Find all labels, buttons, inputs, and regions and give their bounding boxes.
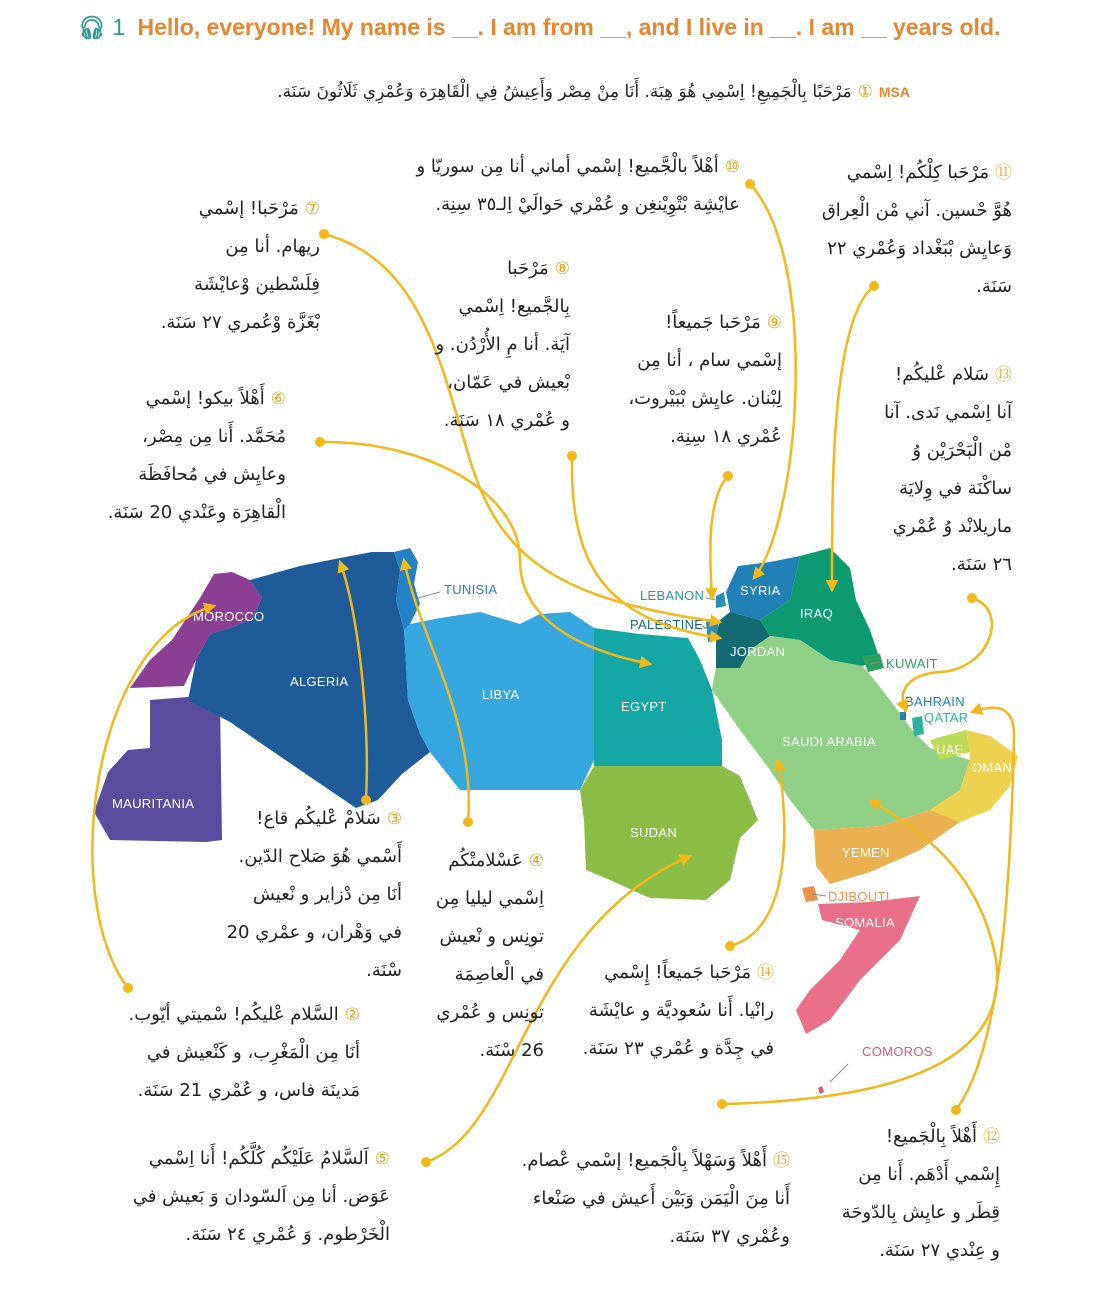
label-morocco: MOROCCO [193,609,265,624]
label-egypt: EGYPT [621,699,667,714]
msa-text: مَرْحَبًا بِالْجَمِيعِ! اِسْمِي هُوَ هِبَة. أَنَا مِنْ مِصْر وَأَعِيشُ فِي الْقَاهِرَة وَعُمْرِي ثَلَاثُونَ سَنَة. [277,82,852,102]
speaker-5-text: ⑤اَلسَّلامُ عَلَيْكُم كُلَّكُم! أَنا اِسْمي عَوَض. أنا مِن اَلسّودان وَ بَعيش في الْخَرْطوم. وَ عُمْري ٢٤ سَنَة. [132,1148,390,1245]
country-qatar [912,716,924,736]
label-uae: UAE [936,742,964,757]
speaker-4-text: ④عَسْلامتْكُم اِسْمي ليليا مِن تونِس و نْعيش في الْعاصِمَة تونِس و عُمْري 26 سْنَة. [435,850,544,1061]
speaker-10-text: ⑩أهْلاً بالْجَّميع! إسْمي أماني أنا مِن سوريّا و عايْشِة بْتْوِيْنغِن و عُمْري حَوالَيْ اِلـ٣٥ سِنِة. [416,156,740,215]
speaker-15-text: ⑮أَهْلاً وَسَهْلاً بِالْجَميع! إسْمي عْصام. أَنا مِنَ الْيَمَن وَبَيْن أَعيش في صَنْعاء وعُمْري ٣٧ سَنَة. [521,1150,790,1247]
label-mauritania: MAURITANIA [112,796,195,811]
label-syria: SYRIA [740,583,781,598]
speaker-8-text: ⑧مَرْحَبا بِالجَّميع! اِسْمي آيَة. أنا مِ الأُرْدُن. و بْعيش في عَمّان، و عُمْري ١٨ سَنَة. [435,258,570,431]
instruction-header [78,14,1078,54]
country-djibouti [802,886,818,902]
msa-example [200,82,910,102]
speaker-3-text: ③سَلامْ عْليكُم قاع! أَسْمي هُوَ صَلاح الدّين. أنَا مِن دْزاير و نْعيش في وَهْران، و عمْري 20 سْنَة. [226,808,402,981]
msa-number: ① [857,82,873,102]
country-bahrain [900,712,906,720]
label-sudan: SUDAN [630,825,678,840]
connector-9 [710,476,728,598]
label-kuwait: KUWAIT [886,656,938,671]
exercise-number: 1 [112,14,126,40]
label-palestine: PALESTINE [630,617,704,632]
label-somalia: SOMALIA [835,915,895,930]
label-iraq: IRAQ [800,606,833,621]
label-jordan: JORDAN [730,644,786,659]
label-saudi-arabia: SAUDI ARABIA [782,734,876,749]
label-lebanon: LEBANON [640,588,705,603]
msa-tag: MSA [878,84,910,100]
speaker-14-text: ⑭مَرْحَبا جَميعاً! إِسْمي رانْيا. أَنا سُعوديَّة و عايْشَة في جِدَّة و عُمْري ٢٣ سَنَة. [582,962,774,1059]
instruction-text: Hello, everyone! My name is __. I am from __, and I live in __. I am __ years old. [137,14,1001,40]
label-algeria: ALGERIA [290,674,349,689]
speaker-7-text: ⑦مَرْحَبا! إسْمي ريهام. أنا مِن فِلَسْطين وْعايْشَة بْغَزَّة وْعُمري ٢٧ سَنَة. [160,198,320,333]
label-tunisia: TUNISIA [444,582,498,597]
label-oman: OMAN [972,760,1013,775]
label-comoros: COMOROS [862,1044,933,1059]
speaker-11-text: ⑪مَرْحَبا كِلْكُم! اِسْمي هُوَّ حْسين. آني مْن الْعِراق وَعايِش بْبَغْداد وَعُمْري ٢٢ سَنَة. [821,162,1012,297]
country-lebanon [716,592,726,608]
headphones-icon[interactable]: 🎧︎ [78,15,106,40]
speaker-2-text: ②السَّلام عْليكُم! سْميتي أيّوب. أنَا مِن الْمَغْرِب، و كَنْعيش في مَدينَة فاس، و عُمْري 21 سَنَة. [128,1004,360,1101]
label-qatar: QATAR [924,710,969,725]
speaker-9-text: ⑨مَرْحَبا جَميعاً! إسْمي سام ، أنا مِن لِبْنان. عايِش بْبَيْروت، عُمْري ١٨ سِنِة. [628,312,782,447]
country-egypt [594,628,722,766]
label-bahrain: BAHRAIN [905,694,965,709]
country-comoros [818,1086,824,1094]
label-djibouti: DJIBOUTI [828,889,890,904]
label-yemen: YEMEN [842,845,890,860]
label-libya: LIBYA [482,687,520,702]
speaker-12-text: ⑫أَهْلاً بِالْجَميع! إِسْمي أَدْهَم. أَنا مِن قِطَر و عايِش بِالدّوحَة و عِنْدي ٢٧ سَنَة. [841,1126,1000,1261]
connector-8 [572,456,720,638]
speaker-13-text: ⑬سَلام عْليكُم! آنا اِسْمي نَدى. آنا مْن الْبَحْرَيْن وُ ساكْنَة في وِلايَة ماريلانْد وُ عُمْري ٢٦ سَنَة. [884,364,1012,575]
speaker-6-text: ⑥أَهْلاً بيكو! إسْمي مُحَمَّد. أَنا مِن مِصْر، وعايِش في مُحافَظَة الْقاهِرَة وعَنْدي 20 سَنَة. [107,388,286,523]
